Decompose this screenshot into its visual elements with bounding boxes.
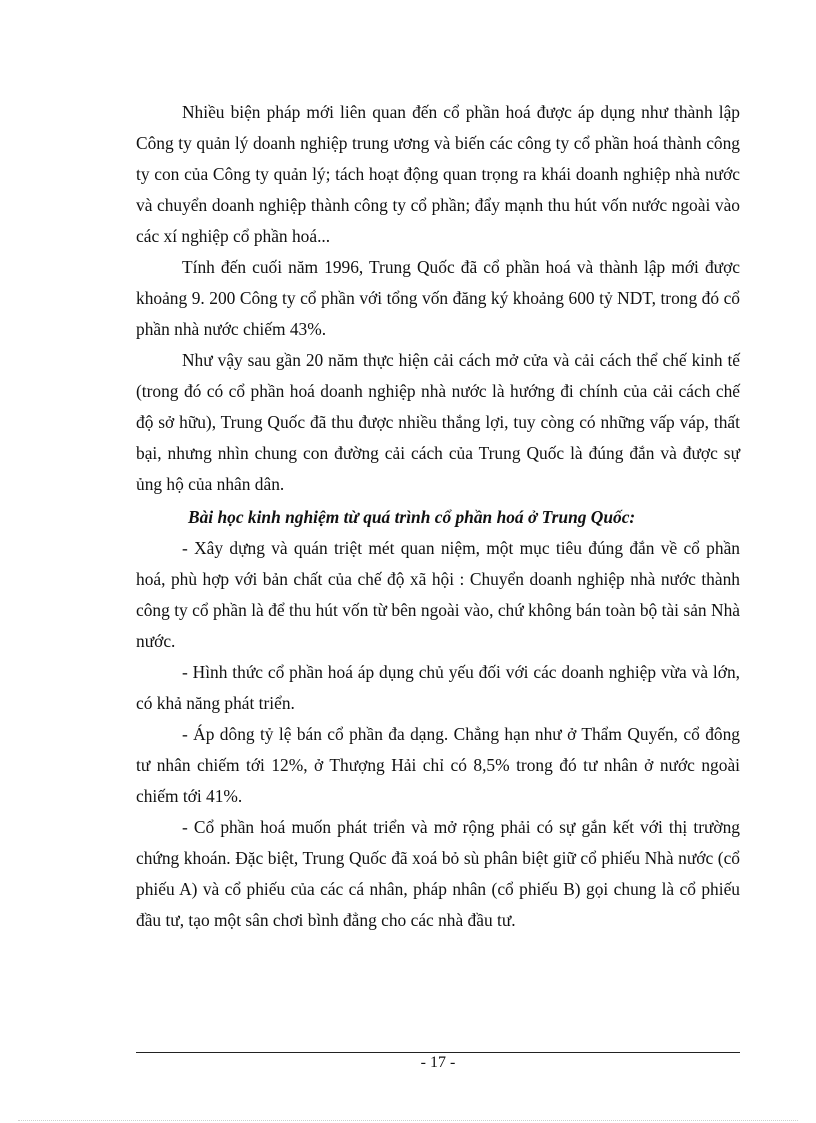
paragraph-1996-statistics: Tính đến cuối năm 1996, Trung Quốc đã cổ phần hoá và thành lập mới được khoảng 9. 200 Công ty cổ phần với tổng vốn đăng ký khoảng 600 tỷ NDT, trong đó cổ phần nhà nước chiếm 43%. <box>136 257 740 339</box>
paragraph-reform-measures: Nhiều biện pháp mới liên quan đến cổ phần hoá được áp dụng như thành lập Công ty quản lý doanh nghiệp trung ương và biến các công ty cổ phần hoá thành công ty con của Công ty quản lý; tách hoạt động quan trọng ra khái doanh nghiệp nhà nước và chuyển doanh nghiệp thành công ty cổ phần; đẩy mạnh thu hút vốn nước ngoài vào các xí nghiệp cổ phần hoá... <box>136 102 740 246</box>
section-heading-lessons: Bài học kinh nghiệm từ quá trình cổ phần hoá ở Trung Quốc: <box>188 507 636 527</box>
footer-divider <box>136 1052 740 1053</box>
paragraph-reform-summary: Như vậy sau gần 20 năm thực hiện cải cách mở cửa và cải cách thể chế kinh tế (trong đó có cổ phần hoá doanh nghiệp nhà nước là hướng đi chính của cải cách chế độ sở hữu), Trung Quốc đã thu được nhiều thắng lợi, tuy còng có những vấp váp, thất bại, nhưng nhìn chung con đường cải cách của Trung Quốc là đúng đắn và được sự ủng hộ của nhân dân. <box>136 350 740 494</box>
page-number: - 17 - <box>420 1054 456 1071</box>
lesson-item-form: - Hình thức cổ phần hoá áp dụng chủ yếu đối với các doanh nghiệp vừa và lớn, có khả năng phát triển. <box>136 662 740 713</box>
page-bottom-edge <box>18 1120 798 1121</box>
lesson-item-share-ratio: - Áp dông tỷ lệ bán cổ phần đa dạng. Chẳng hạn như ở Thẩm Quyến, cổ đông tư nhân chiếm tới 12%, ở Thượng Hải chỉ có 8,5% trong đó tư nhân ở nước ngoài chiếm tới 41%. <box>136 724 740 806</box>
lesson-item-concept: - Xây dựng và quán triệt mét quan niệm, một mục tiêu đúng đắn về cổ phần hoá, phù hợp với bản chất của chế độ xã hội : Chuyển doanh nghiệp nhà nước thành công ty cổ phần là để thu hút vốn từ bên ngoài vào, chứ không bán toàn bộ tài sản Nhà nước. <box>136 538 740 651</box>
lesson-item-stock-market: - Cổ phần hoá muốn phát triển và mở rộng phải có sự gắn kết với thị trường chứng khoán. Đặc biệt, Trung Quốc đã xoá bỏ sù phân biệt giữ cổ phiếu Nhà nước (cổ phiếu A) và cổ phiếu của các cá nhân, pháp nhân (cổ phiếu B) gọi chung là cổ phiếu đầu tư, tạo một sân chơi bình đẳng cho các nhà đầu tư. <box>136 817 740 930</box>
document-body <box>136 97 740 936</box>
